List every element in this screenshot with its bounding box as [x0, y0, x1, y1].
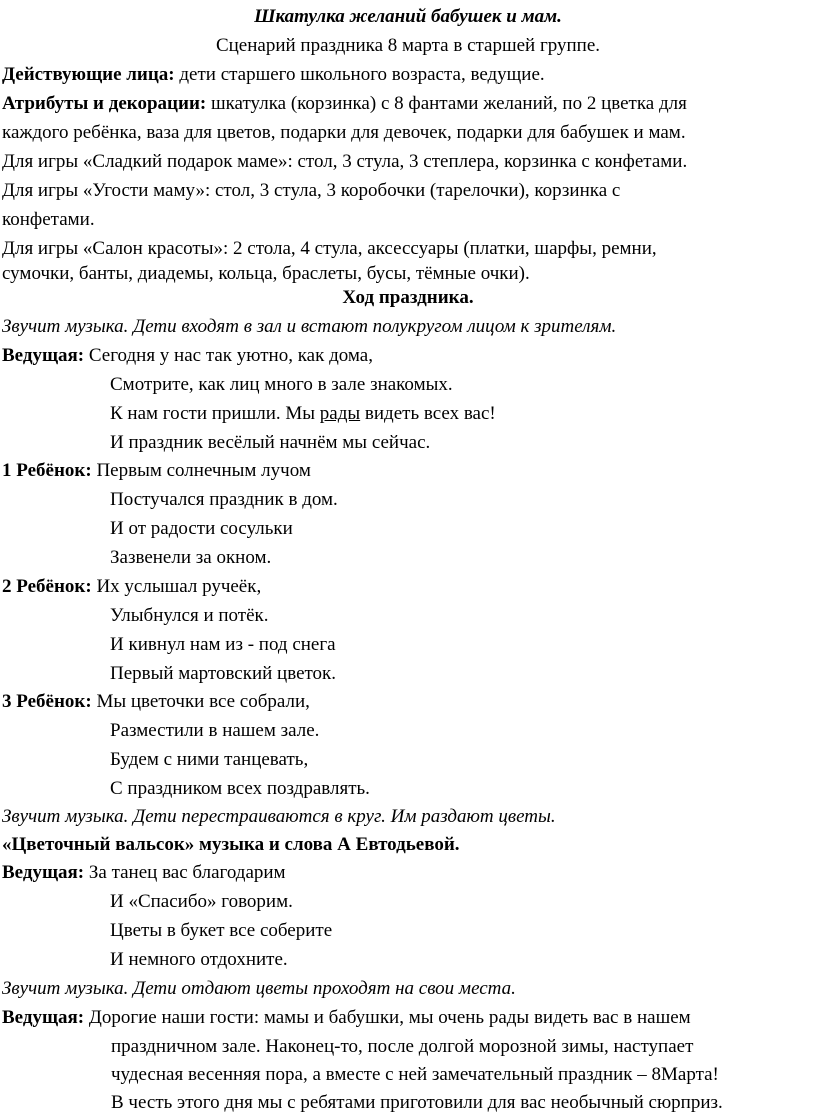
attributes-line-4: Для игры «Угости маму»: стол, 3 стула, 3 коробочки (тарелочки), корзинка с	[2, 180, 621, 201]
host-1-line-3-end: видеть всех вас!	[360, 403, 496, 424]
child-2-label: 2 Ребёнок:	[2, 576, 92, 597]
attributes-line-5: конфетами.	[2, 209, 95, 230]
song-title: «Цветочный вальсок» музыка и слова А Евтодьевой.	[2, 834, 460, 855]
host-2-text: За танец вас благодарим	[84, 862, 286, 883]
child-1-text: Первым солнечным лучом	[91, 460, 311, 481]
child-2-text: Их услышал ручеёк,	[91, 576, 262, 597]
host-1-text: Сегодня у нас так уютно, как дома,	[84, 345, 373, 366]
child-2-line-3: И кивнул нам из - под снега	[110, 634, 336, 655]
host-1-line-1	[2, 341, 373, 370]
characters-text: дети старшего школьного возраста, ведущие.	[174, 64, 545, 85]
host-3-line-4: В честь этого дня мы с ребятами приготовили для вас необычный сюрприз.	[111, 1092, 723, 1113]
host-1-line-3-start: К нам гости пришли. Мы	[110, 403, 320, 424]
characters-paragraph	[2, 60, 545, 89]
stage-direction-1: Звучит музыка. Дети входят в зал и встают полукругом лицом к зрителям.	[2, 316, 617, 337]
child-1-line-1	[2, 456, 311, 485]
host-3-line-3: чудесная весенняя пора, а вместе с ней замечательный праздник – 8Марта!	[111, 1064, 719, 1085]
host-1-line-3	[110, 399, 496, 428]
child-2-line-2: Улыбнулся и потёк.	[110, 605, 269, 626]
host-2-line-4: И немного отдохните.	[110, 949, 288, 970]
host-2-line-2: И «Спасибо» говорим.	[110, 891, 293, 912]
document-subtitle: Сценарий праздника 8 марта в старшей группе.	[215, 35, 601, 56]
attributes-text: шкатулка (корзинка) с 8 фантами желаний, по 2 цветка для	[206, 93, 687, 114]
child-1-line-3: И от радости сосульки	[110, 518, 293, 539]
child-2-line-1	[2, 572, 261, 601]
host-2-line-3: Цветы в букет все соберите	[110, 920, 333, 941]
child-3-line-4: С праздником всех поздравлять.	[110, 778, 370, 799]
host-3-line-2: праздничном зале. Наконец-то, после долгой морозной зимы, наступает	[111, 1036, 694, 1057]
host-3-text: Дорогие наши гости: мамы и бабушки, мы очень рады видеть вас в нашем	[84, 1007, 691, 1028]
host-label: Ведущая:	[2, 862, 85, 883]
stage-direction-2: Звучит музыка. Дети перестраиваются в круг. Им раздают цветы.	[2, 806, 556, 827]
attributes-line-6: Для игры «Салон красоты»: 2 стола, 4 стула, аксессуары (платки, шарфы, ремни,	[2, 238, 657, 259]
child-1-label: 1 Ребёнок:	[2, 460, 92, 481]
attributes-line-7: сумочки, банты, диадемы, кольца, браслеты, бусы, тёмные очки).	[2, 263, 530, 284]
host-1-line-2: Смотрите, как лиц много в зале знакомых.	[110, 374, 453, 395]
child-1-line-2: Постучался праздник в дом.	[110, 489, 338, 510]
attributes-line-1	[2, 89, 687, 118]
attributes-label: Атрибуты и декорации:	[2, 93, 207, 114]
child-1-line-4: Зазвенели за окном.	[110, 547, 272, 568]
attributes-line-2: каждого ребёнка, ваза для цветов, подарки для девочек, подарки для бабушек и мам.	[2, 122, 686, 143]
course-heading: Ход праздника.	[342, 287, 474, 308]
stage-direction-3: Звучит музыка. Дети отдают цветы проходят на свои места.	[2, 978, 516, 999]
underlined-word: рады	[319, 403, 361, 424]
host-2-line-1	[2, 858, 286, 887]
host-1-line-4: И праздник весёлый начнём мы сейчас.	[110, 432, 431, 453]
attributes-line-3: Для игры «Сладкий подарок маме»: стол, 3 стула, 3 степлера, корзинка с конфетами.	[2, 151, 688, 172]
child-3-line-3: Будем с ними танцевать,	[110, 749, 309, 770]
child-3-label: 3 Ребёнок:	[2, 691, 92, 712]
child-3-line-2: Разместили в нашем зале.	[110, 720, 320, 741]
characters-label: Действующие лица:	[2, 64, 175, 85]
host-label: Ведущая:	[2, 1007, 85, 1028]
host-label: Ведущая:	[2, 345, 85, 366]
child-3-line-1	[2, 687, 310, 716]
host-3-line-1	[2, 1003, 691, 1032]
child-2-line-4: Первый мартовский цветок.	[110, 663, 337, 684]
document-title: Шкатулка желаний бабушек и мам.	[254, 6, 562, 27]
child-3-text: Мы цветочки все собрали,	[91, 691, 310, 712]
